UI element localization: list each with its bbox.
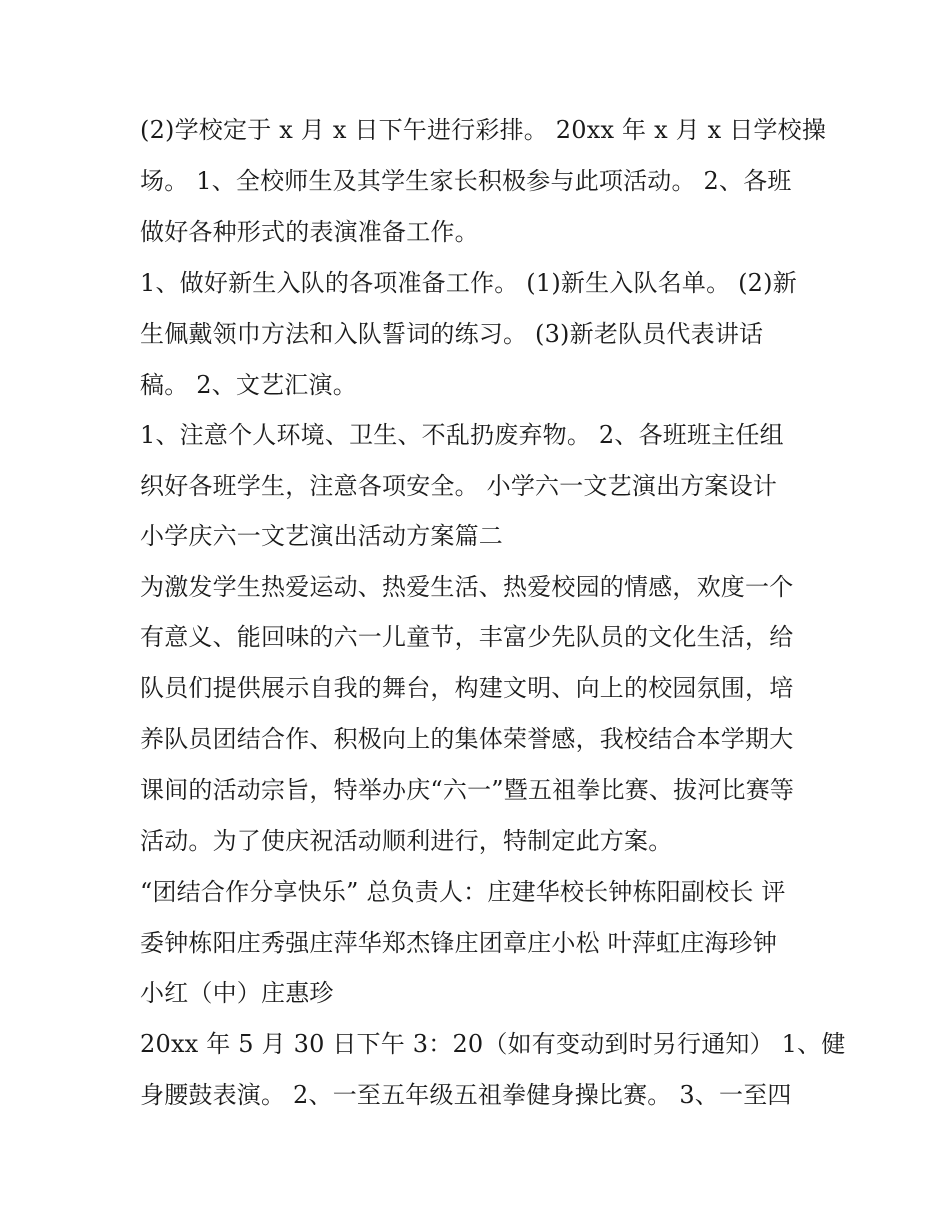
section-heading: 小学庆六一文艺演出活动方案篇二 — [140, 522, 503, 550]
text-line: 有意义、能回味的六一儿童节，丰富少先队员的文化生活，给 — [140, 623, 794, 651]
text-line: 做好各种形式的表演准备工作。 — [140, 218, 479, 246]
text-line: 稿。 2、文艺汇演。 — [140, 371, 357, 399]
text-line: “团结合作分享快乐” 总负责人：庄建华校长钟栋阳副校长 评 — [140, 878, 786, 906]
text-line: 织好各班学生，注意各项安全。 小学六一文艺演出方案设计 — [140, 472, 778, 500]
text-line: (2)学校定于 x 月 x 日下午进行彩排。 20xx 年 x 月 x 日学校操 — [140, 116, 827, 144]
text-line: 生佩戴领巾方法和入队誓词的练习。 (3)新老队员代表讲话 — [140, 320, 764, 348]
text-line: 队员们提供展示自我的舞台，构建文明、向上的校园氛围，培 — [140, 674, 794, 702]
text-line: 养队员团结合作、积极向上的集体荣誉感，我校结合本学期大 — [140, 725, 794, 753]
text-line: 场。 1、全校师生及其学生家长积极参与此项活动。 2、各班 — [140, 167, 792, 195]
text-line: 1、注意个人环境、卫生、不乱扔废弃物。 2、各班班主任组 — [140, 421, 784, 449]
text-line: 课间的活动宗旨，特举办庆“六一”暨五祖拳比赛、拔河比赛等 — [140, 776, 795, 804]
text-line: 小红（中）庄惠珍 — [140, 979, 334, 1007]
text-line: 身腰鼓表演。 2、一至五年级五祖拳健身操比赛。 3、一至四 — [140, 1081, 792, 1109]
text-line: 20xx 年 5 月 30 日下午 3：20（如有变动到时另行通知） 1、健 — [140, 1030, 846, 1058]
text-line: 活动。为了使庆祝活动顺利进行，特制定此方案。 — [140, 827, 673, 855]
text-line: 委钟栋阳庄秀强庄萍华郑杰锋庄团章庄小松 叶萍虹庄海珍钟 — [140, 929, 778, 957]
text-line: 1、做好新生入队的各项准备工作。 (1)新生入队名单。 (2)新 — [140, 269, 797, 297]
text-line: 为激发学生热爱运动、热爱生活、热爱校园的情感，欢度一个 — [140, 573, 794, 601]
